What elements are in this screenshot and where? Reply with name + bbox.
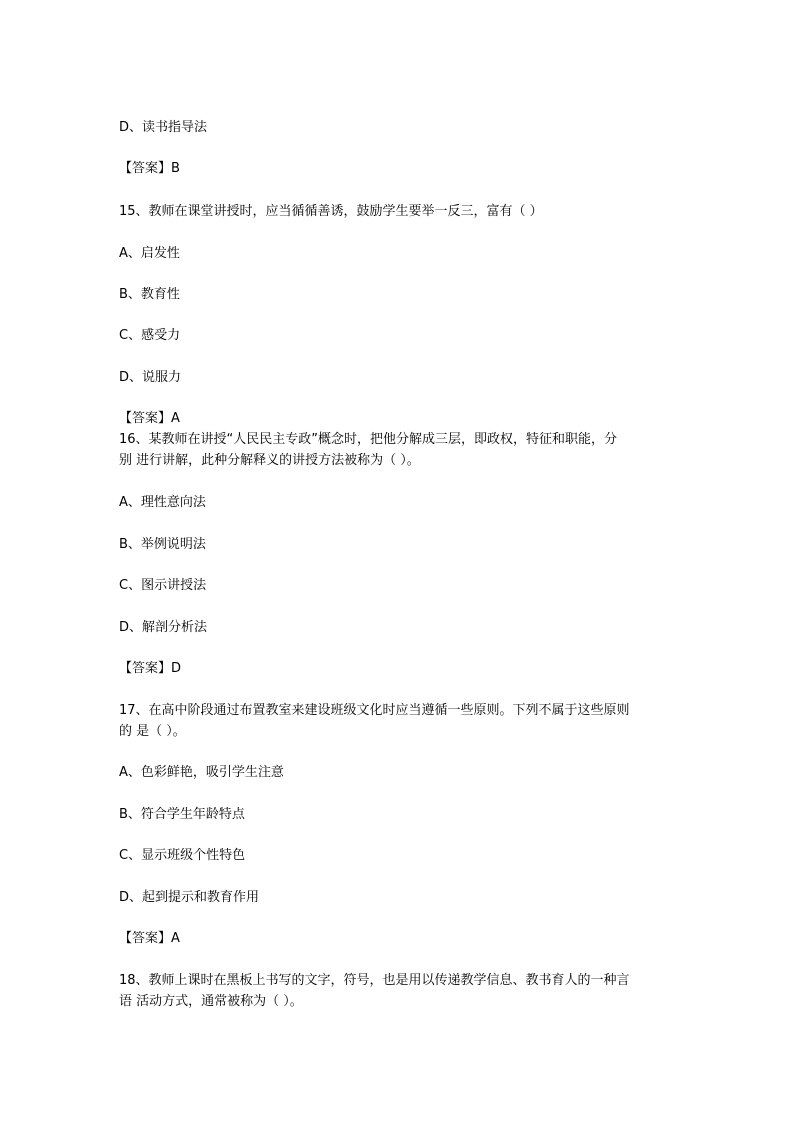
q16-option-b: B、举例说明法 (119, 537, 206, 552)
q15-option-c: C、感受力 (119, 328, 181, 343)
q17-question-line2: 的 是（ ）。 (119, 724, 186, 739)
q16-option-d: D、解剖分析法 (119, 620, 208, 635)
q14-answer: 【答案】B (119, 161, 180, 176)
q15-question: 15、教师在课堂讲授时，应当循循善诱，鼓励学生要举一反三，富有（ ） (119, 204, 543, 219)
q15-option-b: B、教育性 (119, 287, 180, 302)
q16-question-line2: 别 进行讲解，此种分解释义的讲授方法被称为（ ）。 (119, 453, 420, 468)
q16-option-c: C、图示讲授法 (119, 578, 207, 593)
q17-option-a: A、色彩鲜艳，吸引学生注意 (119, 765, 284, 780)
q17-question-line1: 17、在高中阶段通过布置教室来建设班级文化时应当遵循一些原则。下列不属于这些原则 (119, 703, 630, 718)
q18-question-line2: 语 活动方式，通常被称为（ ）。 (119, 994, 303, 1009)
q17-answer: 【答案】A (119, 931, 180, 946)
q17-option-c: C、显示班级个性特色 (119, 848, 246, 863)
q17-option-b: B、符合学生年龄特点 (119, 807, 245, 822)
q17-option-d: D、起到提示和教育作用 (119, 890, 260, 905)
q15-option-a: A、启发性 (119, 246, 180, 261)
q16-answer: 【答案】D (119, 661, 182, 676)
q16-option-a: A、理性意向法 (119, 495, 206, 510)
q14-option-d: D、读书指导法 (119, 120, 208, 135)
q15-option-d: D、说服力 (119, 370, 182, 385)
q16-question-line1: 16、某教师在讲授“人民民主专政”概念时，把他分解成三层，即政权，特征和职能，分 (119, 432, 618, 447)
q15-answer: 【答案】A (119, 411, 180, 426)
q18-question-line1: 18、教师上课时在黑板上书写的文字，符号，也是用以传递教学信息、教书育人的一种言 (119, 973, 630, 988)
